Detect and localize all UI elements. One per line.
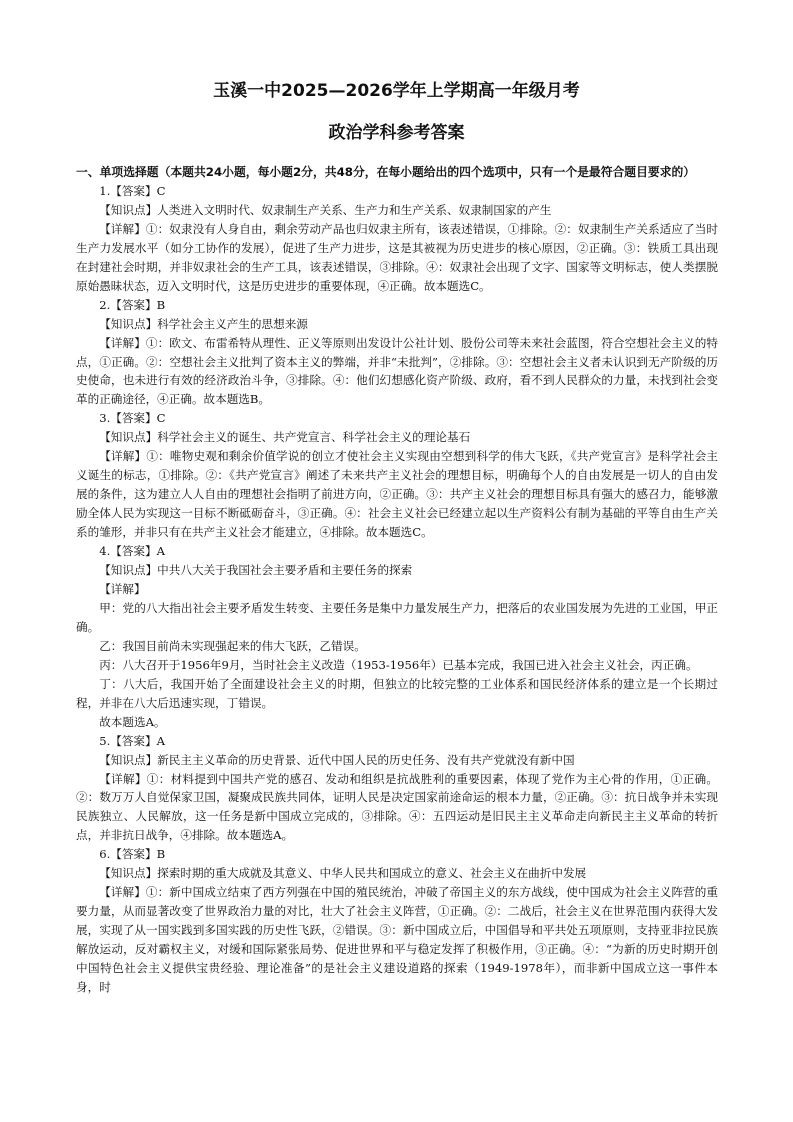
q2-knowledge: 【知识点】科学社会主义产生的思想来源 — [99, 316, 308, 331]
q6-knowledge: 【知识点】探索时期的重大成就及其意义、中华人民共和国成立的意义、社会主义在曲折中发展 — [99, 866, 587, 881]
q5-detail: 【详解】①：材料提到中国共产党的感召、发动和组织是抗战胜利的重要因素，体现了党作为主心骨的作用，①正确。②：数万万人自觉保家卫国，凝聚成民族共同体，证明人民是决定国家前途命运的根本力量，②正确。③：抗日战争并未实现民族独立、人民解放，这一任务是新中国成立完成的，③排除。④：五四运动是旧民主主义革命走向新民主主义革命的转折点，并非抗日战争，④排除。故本题选A。 — [76, 771, 718, 843]
q2-answer: 2.【答案】B — [99, 297, 166, 312]
exam-subtitle: 政治学科参考答案 — [328, 123, 465, 143]
q4-bing: 丙：八大召开于1956年9月，当时社会主义改造（1953-1956年）已基本完成，我国已进入社会主义社会，丙正确。 — [99, 657, 698, 672]
q4-answer: 4.【答案】A — [99, 544, 165, 559]
q4-jia: 甲：党的八大指出社会主要矛盾发生转变、主要任务是集中力量发展生产力，把落后的农业国发展为先进的工业国，甲正确。 — [76, 600, 718, 634]
q5-answer: 5.【答案】A — [99, 733, 165, 748]
q1-detail: 【详解】①：奴隶没有人身自由，剩余劳动产品也归奴隶主所有，该表述错误，①排除。②：奴隶制生产关系适应了当时生产力发展水平（如分工协作的发展），促进了生产力进步，这是其被视为历史进步的核心原因，②正确。③：铁质工具出现在封建社会时期，并非奴隶社会的生产工具，该表述错误，③排除。④：奴隶社会出现了文字、国家等文明标志，使人类摆脱原始愚昧状态，迈入文明时代，这是历史进步的重要体现，④正确。故本题选C。 — [76, 221, 718, 293]
q6-detail: 【详解】①：新中国成立结束了西方列强在中国的殖民统治，冲破了帝国主义的东方战线，使中国成为社会主义阵营的重要力量，从而显著改变了世界政治力量的对比，壮大了社会主义阵营，①正确。②：二战后，社会主义在世界范围内获得大发展，实现了从一国实践到多国实践的历史性飞跃，②错误。③：新中国成立后，中国倡导和平共处五项原则，支持亚非拉民族解放运动，反对霸权主义，对缓和国际紧张局势、促进世界和平与稳定发挥了积极作用，③正确。④：“为新的历史时期开创中国特色社会主义提供宝贵经验、理论准备”的是社会主义建设道路的探索（1949-1978年），而非新中国成立这一事件本身，时 — [76, 885, 718, 994]
q3-answer: 3.【答案】C — [99, 411, 166, 426]
section-heading: 一、单项选择题（本题共24小题，每小题2分，共48分，在每小题给出的四个选项中，只有一个是最符合题目要求的） — [76, 165, 696, 179]
q4-ding: 丁：八大后，我国开始了全面建设社会主义的时期，但独立的比较完整的工业体系和国民经济体系的建立是一个长期过程，并非在八大后迅速实现，丁错误。 — [76, 676, 718, 710]
q5-knowledge: 【知识点】新民主主义革命的历史背景、近代中国人民的历史任务、没有共产党就没有新中国 — [99, 752, 575, 767]
q4-yi: 乙：我国目前尚未实现强起来的伟大飞跃，乙错误。 — [99, 638, 366, 653]
q1-answer: 1.【答案】C — [99, 183, 166, 198]
answer-content — [76, 163, 718, 997]
exam-title: 玉溪一中2025—2026学年上学期高一年级月考 — [213, 81, 580, 101]
q1-knowledge: 【知识点】人类进入文明时代、奴隶制生产关系、生产力和生产关系、奴隶制国家的产生 — [99, 202, 552, 217]
q3-detail: 【详解】①：唯物史观和剩余价值学说的创立才使社会主义实现由空想到科学的伟大飞跃，《共产党宣言》是科学社会主义诞生的标志，①排除。②：《共产党宣言》阐述了未来共产主义社会的理想目标，明确每个人的自由发展是一切人的自由发展的条件，这为建立人人自由的理想社会指明了前进方向，②正确。③：共产主义社会的理想目标具有强大的感召力，能够激励全体人民为实现这一目标不断砥砺奋斗，③正确。④：社会主义社会已经建立起以生产资料公有制为基础的平等自由生产关系的雏形，并非只有在共产主义社会才能建立，④排除。故本题选C。 — [76, 449, 718, 540]
q4-knowledge: 【知识点】中共八大关于我国社会主要矛盾和主要任务的探索 — [99, 563, 413, 578]
q3-knowledge: 【知识点】科学社会主义的诞生、共产党宣言、科学社会主义的理论基石 — [99, 430, 471, 445]
q4-detail: 【详解】 — [99, 581, 146, 596]
q6-answer: 6.【答案】B — [99, 847, 166, 862]
q2-detail: 【详解】①：欧文、布雷希特从理性、正义等原则出发设计公社计划、股份公司等未来社会蓝图，符合空想社会主义的特点，①正确。②：空想社会主义批判了资本主义的弊端，并非“未批判”，②排除。③：空想社会主义者未认识到无产阶级的历史使命，也未进行有效的经济政治斗争，③排除。④：他们幻想感化资产阶级、政府，看不到人民群众的力量，未找到社会变革的正确途径，④正确。故本题选B。 — [76, 335, 718, 407]
q4-conclusion: 故本题选A。 — [99, 714, 166, 729]
